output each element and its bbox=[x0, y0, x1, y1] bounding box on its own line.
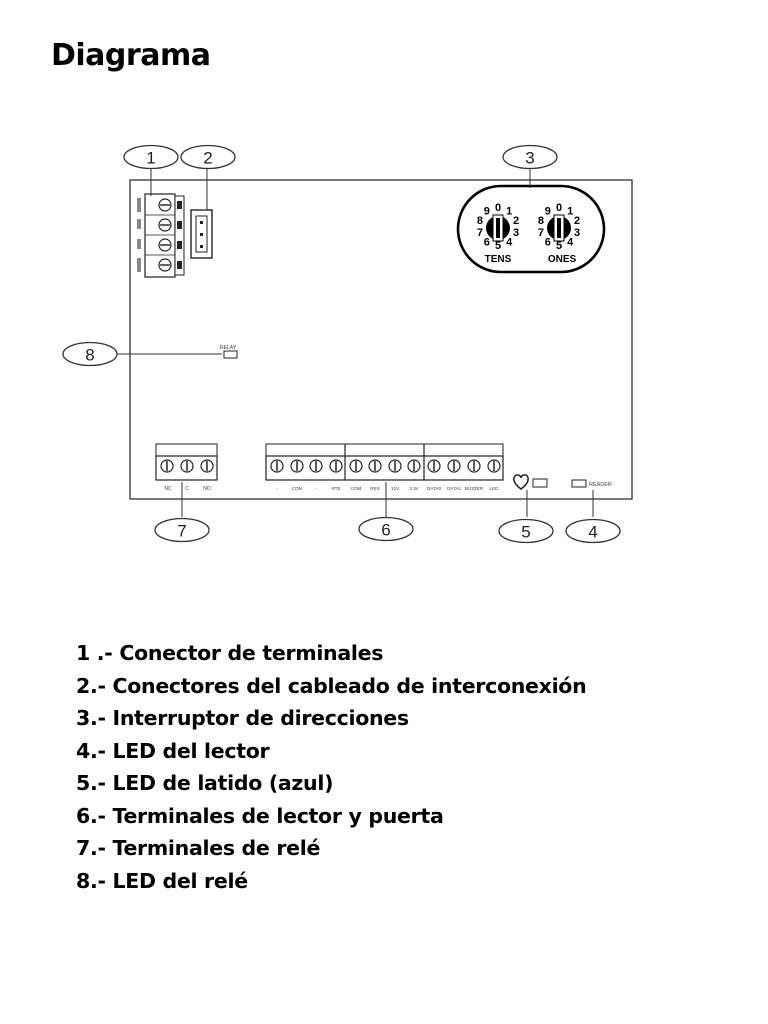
legend-item: 7.- Terminales de relé bbox=[76, 836, 321, 860]
dial-digit: 2 bbox=[574, 215, 581, 228]
door-terminal-label: RTE bbox=[331, 486, 341, 491]
relay-terminal-label: C bbox=[185, 486, 189, 492]
legend-item: 2.- Conectores del cableado de interconexión bbox=[76, 673, 587, 698]
dial-digit: 6 bbox=[483, 236, 490, 249]
callout-8-number: 8 bbox=[85, 345, 95, 365]
terminal-connector bbox=[137, 194, 184, 277]
callout-4-number: 4 bbox=[588, 522, 598, 542]
dial-digit: 2 bbox=[513, 215, 520, 228]
door-terminal-label: - bbox=[315, 486, 317, 491]
dial-digit: 0 bbox=[555, 202, 563, 214]
relay-terminals bbox=[156, 444, 217, 492]
tens-label: TENS bbox=[484, 254, 512, 265]
dial-digit: 5 bbox=[494, 240, 502, 252]
address-switch bbox=[458, 186, 604, 272]
callout-2-number: 2 bbox=[203, 148, 213, 168]
heartbeat-led bbox=[514, 475, 547, 489]
reader-terminal-label: 12V bbox=[390, 486, 400, 491]
reader-terminal-label: 3.3V bbox=[409, 486, 419, 491]
dial-digit: 8 bbox=[537, 215, 544, 228]
dial-digit: 9 bbox=[544, 205, 551, 218]
reader-led bbox=[572, 480, 612, 488]
door-terminal-label: - bbox=[276, 486, 278, 491]
legend-item: 5.- LED de latido (azul) bbox=[76, 771, 334, 795]
heart-icon bbox=[514, 475, 528, 489]
dial-digit: 3 bbox=[513, 226, 520, 239]
dial-digit: 3 bbox=[574, 226, 581, 239]
dial-digit: 5 bbox=[555, 240, 563, 252]
legend-item: 1 .- Conector de terminales bbox=[76, 641, 384, 665]
dial-digit: 6 bbox=[544, 236, 551, 249]
reader-terminal-label: DATA1 bbox=[446, 486, 462, 491]
legend-item: 3.- Interruptor de direcciones bbox=[76, 706, 409, 730]
dial-digit: 1 bbox=[567, 205, 574, 218]
relay-led-label: RELAY bbox=[220, 345, 237, 351]
relay-terminal-label: NO bbox=[203, 486, 211, 492]
reader-terminal-label: DATA0 bbox=[426, 486, 442, 491]
ones-label: ONES bbox=[547, 254, 577, 265]
dial-digit: 4 bbox=[567, 236, 574, 249]
reader-terminal-label: REX bbox=[370, 486, 380, 491]
dial-digit: 9 bbox=[483, 205, 490, 218]
legend-item: 4.- LED del lector bbox=[76, 738, 270, 763]
relay-terminal-label: NC bbox=[164, 486, 172, 492]
dial-digit: 4 bbox=[506, 236, 513, 249]
callout-1-number: 1 bbox=[146, 148, 156, 168]
callout-3-number: 3 bbox=[525, 148, 535, 168]
legend-list bbox=[76, 637, 586, 897]
callout-6-number: 6 bbox=[381, 520, 391, 540]
page-title: Diagrama bbox=[51, 38, 211, 73]
reader-led-label: READER bbox=[589, 482, 612, 488]
dial-digit: 7 bbox=[476, 226, 483, 239]
dial-digit: 8 bbox=[476, 215, 483, 228]
reader-door-terminals bbox=[266, 444, 503, 491]
relay-led bbox=[220, 345, 237, 358]
interconnect-connector bbox=[191, 210, 212, 258]
legend-item: 8.- LED del relé bbox=[76, 868, 248, 893]
reader-terminal-label: LED bbox=[489, 486, 499, 491]
reader-terminal-label: BUZZER bbox=[464, 486, 484, 491]
door-terminal-label: COM bbox=[291, 486, 303, 491]
reader-terminal-label: COM bbox=[350, 486, 362, 491]
dial-digit: 7 bbox=[537, 226, 544, 239]
legend-item: 6.- Terminales de lector y puerta bbox=[76, 803, 444, 828]
dial-digit: 0 bbox=[494, 202, 502, 214]
callout-7-number: 7 bbox=[177, 521, 187, 541]
dial-digit: 1 bbox=[506, 205, 513, 218]
callout-5-number: 5 bbox=[521, 522, 531, 542]
